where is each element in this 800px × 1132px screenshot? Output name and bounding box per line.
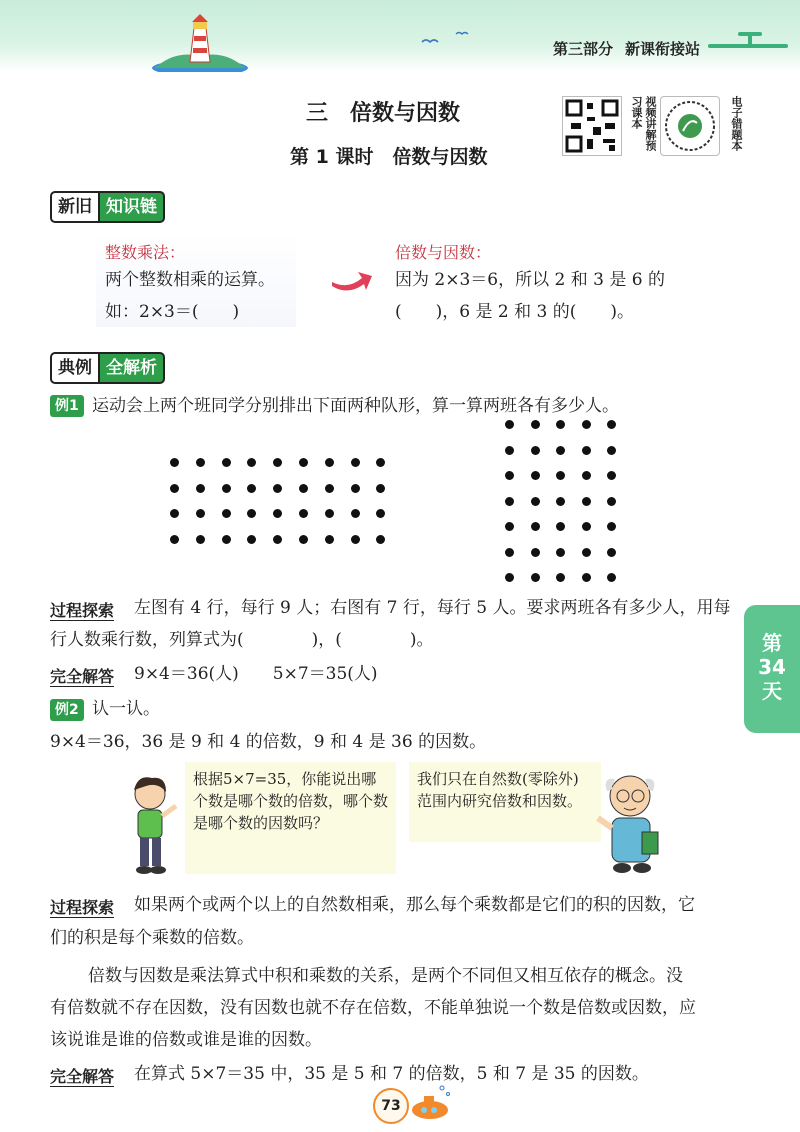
chapter-title: 三 倍数与因数 xyxy=(306,101,461,126)
formation-dot xyxy=(582,420,591,429)
formation-dot xyxy=(325,509,334,518)
formation-dot xyxy=(325,535,334,544)
formation-dot xyxy=(170,458,179,467)
qr-code-round-icon xyxy=(661,97,719,155)
lesson-title: 第 1 课时 倍数与因数 xyxy=(290,146,488,168)
qr-code-icon xyxy=(563,97,621,155)
boy-speech-text: 根据5×7=35，你能说出哪个数是哪个数的倍数，哪个数是哪个数的因数吗？ xyxy=(193,770,389,832)
video-qr-code[interactable] xyxy=(562,96,622,156)
formation-dot xyxy=(607,446,616,455)
formation-dot xyxy=(607,471,616,480)
formation-dot xyxy=(273,509,282,518)
formation-dot xyxy=(376,509,385,518)
formation-dot xyxy=(222,484,231,493)
wrongbook-qr-code[interactable] xyxy=(660,96,720,156)
formation-dot xyxy=(505,446,514,455)
formation-dot xyxy=(299,535,308,544)
formation-dot xyxy=(273,535,282,544)
example1-process-line1: 左图有 4 行，每行 9 人；右图有 7 行，每行 5 人。要求两班各有多少人，用每 xyxy=(134,598,731,618)
right-knowledge-line1: 因为 2×3＝6，所以 2 和 3 是 6 的 xyxy=(395,270,665,290)
formation-dot xyxy=(556,471,565,480)
formation-dot xyxy=(170,509,179,518)
boy-character-icon xyxy=(118,772,182,876)
formation-dot xyxy=(556,497,565,506)
example1-question: 运动会上两个班同学分别排出下面两种队形，算一算两班各有多少人。 xyxy=(92,396,619,416)
example2-paragraph-line2: 有倍数就不存在因数，没有因数也就不存在倍数，不能单独说一个数是倍数或因数，应 xyxy=(50,998,696,1018)
formation-dot xyxy=(607,522,616,531)
formation-dot xyxy=(607,497,616,506)
wrongbook-qr-label: 电子错题本 xyxy=(730,96,743,151)
example2-paragraph-line3: 该说谁是谁的倍数或谁是谁的因数。 xyxy=(50,1030,322,1050)
example1-process-label: 过程探索 xyxy=(50,601,115,620)
formation-dot xyxy=(247,509,256,518)
example2-answer-label: 完全解答 xyxy=(50,1067,115,1086)
formation-dot xyxy=(376,458,385,467)
section-tag-knowledge-chain xyxy=(50,191,165,219)
teacher-speech-text: 我们只在自然数(零除外)范围内研究倍数和因数。 xyxy=(417,770,583,810)
formation-dot xyxy=(170,535,179,544)
example2-answer: 在算式 5×7＝35 中，35 是 5 和 7 的倍数，5 和 7 是 35 的因数。 xyxy=(134,1064,649,1084)
formation-dot xyxy=(505,522,514,531)
right-knowledge-title: 倍数与因数： xyxy=(395,243,492,262)
formation-dot xyxy=(607,548,616,557)
submarine-icon xyxy=(408,1082,456,1122)
formation-dot xyxy=(505,471,514,480)
left-dot-formation xyxy=(170,458,390,550)
formation-dot xyxy=(222,509,231,518)
formation-dot xyxy=(170,484,179,493)
formation-dot xyxy=(376,484,385,493)
lighthouse-icon xyxy=(150,10,250,72)
example1-process-line2: 行人数乘行数，列算式为( )，( )。 xyxy=(50,630,434,650)
formation-dot xyxy=(582,446,591,455)
day-side-tab xyxy=(744,605,800,733)
formation-dot xyxy=(273,484,282,493)
header-band xyxy=(0,0,800,72)
example2-statement: 9×4＝36，36 是 9 和 4 的倍数，9 和 4 是 36 的因数。 xyxy=(50,732,487,752)
day-side-tab-number: 34 xyxy=(758,655,786,679)
formation-dot xyxy=(351,509,360,518)
teacher-speech-bubble xyxy=(409,762,601,842)
day-side-tab-line3: 天 xyxy=(762,679,782,703)
left-knowledge-line1: 两个整数相乘的运算。 xyxy=(105,270,275,290)
header-part: 第三部分 xyxy=(553,40,614,58)
page-number: 73 xyxy=(373,1088,409,1124)
formation-dot xyxy=(247,484,256,493)
left-knowledge-line2: 如：2×3＝( ) xyxy=(105,302,240,322)
example2-paragraph-line1: 倍数与因数是乘法算式中积和乘数的关系，是两个不同但又相互依存的概念。没 xyxy=(88,966,683,986)
formation-dot xyxy=(505,420,514,429)
left-knowledge-title: 整数乘法： xyxy=(105,243,186,262)
formation-dot xyxy=(607,420,616,429)
section-tag-part-b: 全解析 xyxy=(100,352,165,384)
example2-process-line1: 如果两个或两个以上的自然数相乘，那么每个乘数都是它们的积的因数，它 xyxy=(134,895,695,915)
formation-dot xyxy=(325,484,334,493)
header-title: 新课衔接站 xyxy=(625,40,701,58)
example1-tag: 例1 xyxy=(50,395,84,417)
formation-dot xyxy=(351,458,360,467)
boy-speech-bubble xyxy=(185,762,396,874)
video-qr-label: 视频讲解预习课本 xyxy=(630,96,657,151)
formation-dot xyxy=(531,522,540,531)
example2-tag: 例2 xyxy=(50,699,84,721)
formation-dot xyxy=(531,548,540,557)
formation-dot xyxy=(556,573,565,582)
day-side-tab-line1: 第 xyxy=(762,631,782,655)
formation-dot xyxy=(222,535,231,544)
formation-dot xyxy=(351,484,360,493)
teacher-character-icon xyxy=(588,768,672,876)
formation-dot xyxy=(582,522,591,531)
formation-dot xyxy=(273,458,282,467)
formation-dot xyxy=(505,548,514,557)
example2-process-label: 过程探索 xyxy=(50,898,115,917)
formation-dot xyxy=(531,573,540,582)
formation-dot xyxy=(505,573,514,582)
right-dot-formation xyxy=(505,420,615,586)
example2-process-line2: 们的积是每个乘数的倍数。 xyxy=(50,928,254,948)
formation-dot xyxy=(351,535,360,544)
section-tag-part-a: 新旧 xyxy=(50,191,100,223)
formation-dot xyxy=(556,548,565,557)
formation-dot xyxy=(299,509,308,518)
formation-dot xyxy=(531,497,540,506)
formation-dot xyxy=(196,484,205,493)
section-tag-examples xyxy=(50,352,165,380)
birds-icon xyxy=(420,28,480,52)
formation-dot xyxy=(531,471,540,480)
formation-dot xyxy=(556,446,565,455)
formation-dot xyxy=(299,458,308,467)
formation-dot xyxy=(582,471,591,480)
formation-dot xyxy=(556,522,565,531)
formation-dot xyxy=(222,458,231,467)
section-tag-part-a: 典例 xyxy=(50,352,100,384)
formation-dot xyxy=(556,420,565,429)
header-ornament-icon xyxy=(708,30,788,54)
formation-dot xyxy=(247,458,256,467)
formation-dot xyxy=(582,573,591,582)
formation-dot xyxy=(247,535,256,544)
formation-dot xyxy=(607,573,616,582)
formation-dot xyxy=(196,535,205,544)
arrow-right-icon xyxy=(330,266,374,296)
formation-dot xyxy=(325,458,334,467)
example1-answer: 9×4＝36(人) 5×7＝35(人) xyxy=(134,664,378,684)
formation-dot xyxy=(531,420,540,429)
right-knowledge-line2: ( )，6 是 2 和 3 的( )。 xyxy=(395,302,634,322)
formation-dot xyxy=(582,497,591,506)
formation-dot xyxy=(196,458,205,467)
section-tag-part-b: 知识链 xyxy=(100,191,165,223)
formation-dot xyxy=(376,535,385,544)
formation-dot xyxy=(582,548,591,557)
example1-answer-label: 完全解答 xyxy=(50,667,115,686)
formation-dot xyxy=(196,509,205,518)
example2-title: 认一认。 xyxy=(92,699,160,719)
formation-dot xyxy=(531,446,540,455)
formation-dot xyxy=(505,497,514,506)
formation-dot xyxy=(299,484,308,493)
